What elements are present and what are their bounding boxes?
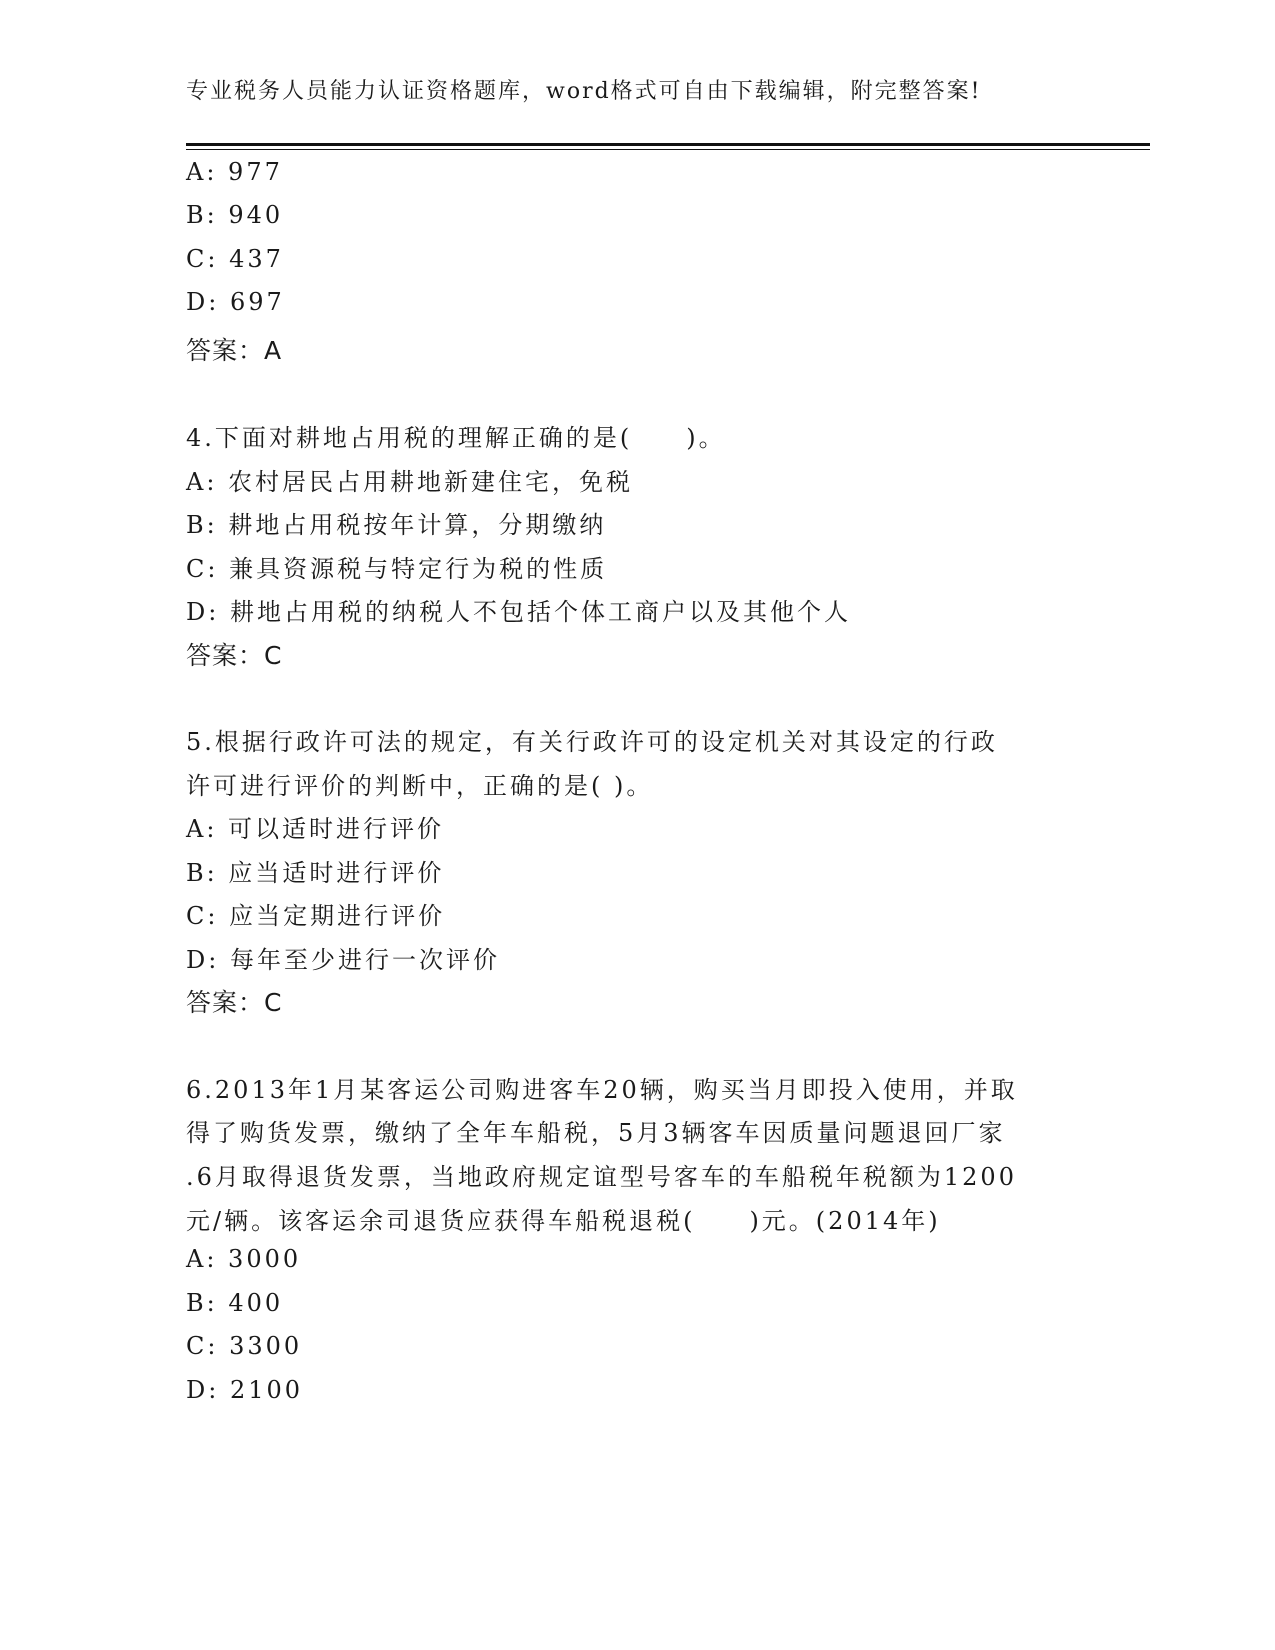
q6-stem-line-1: 6.2013年1月某客运公司购进客车20辆，购买当月即投入使用，并取	[186, 1076, 1018, 1104]
q6-option-d: D: 2100	[186, 1376, 304, 1404]
q5-option-d: D: 每年至少进行一次评价	[186, 946, 500, 974]
q5-stem-line-1: 5.根据行政许可法的规定，有关行政许可的设定机关对其设定的行政	[186, 728, 998, 756]
q5-answer: 答案：C	[186, 988, 283, 1017]
q6-stem-line-4: 元/辆。该客运余司退货应获得车船税退税( )元。(2014年)	[186, 1207, 941, 1235]
q4-option-b: B: 耕地占用税按年计算，分期缴纳	[186, 511, 607, 539]
q3-option-a: A: 977	[186, 158, 283, 186]
q6-option-c: C: 3300	[186, 1332, 303, 1360]
q3-option-b: B: 940	[186, 201, 284, 229]
q6-option-b: B: 400	[186, 1289, 284, 1317]
q3-option-d: D: 697	[186, 288, 285, 316]
q4-option-c: C: 兼具资源税与特定行为税的性质	[186, 555, 608, 583]
q4-option-a: A: 农村居民占用耕地新建住宅，免税	[186, 468, 634, 496]
q4-answer: 答案：C	[186, 641, 283, 670]
q3-answer: 答案：A	[186, 336, 283, 365]
page-header: 专业税务人员能力认证资格题库，word格式可自由下载编辑，附完整答案!	[186, 79, 982, 104]
header-rule-thin	[186, 149, 1150, 150]
q5-option-a: A: 可以适时进行评价	[186, 815, 445, 843]
q6-stem-line-2: 得了购货发票，缴纳了全年车船税，5月3辆客车因质量问题退回厂家	[186, 1119, 1006, 1147]
q5-option-b: B: 应当适时进行评价	[186, 859, 445, 887]
q6-stem-line-3: .6月取得退货发票，当地政府规定谊型号客车的车船税年税额为1200	[186, 1163, 1017, 1191]
q4-stem-line-1: 4.下面对耕地占用税的理解正确的是( )。	[186, 424, 726, 452]
q3-option-c: C: 437	[186, 245, 284, 273]
q6-option-a: A: 3000	[186, 1245, 302, 1273]
q5-stem-line-2: 许可进行评价的判断中，正确的是( )。	[186, 772, 654, 800]
q5-option-c: C: 应当定期进行评价	[186, 902, 446, 930]
header-rule-thick	[186, 143, 1150, 146]
q4-option-d: D: 耕地占用税的纳税人不包括个体工商户以及其他个人	[186, 598, 851, 626]
